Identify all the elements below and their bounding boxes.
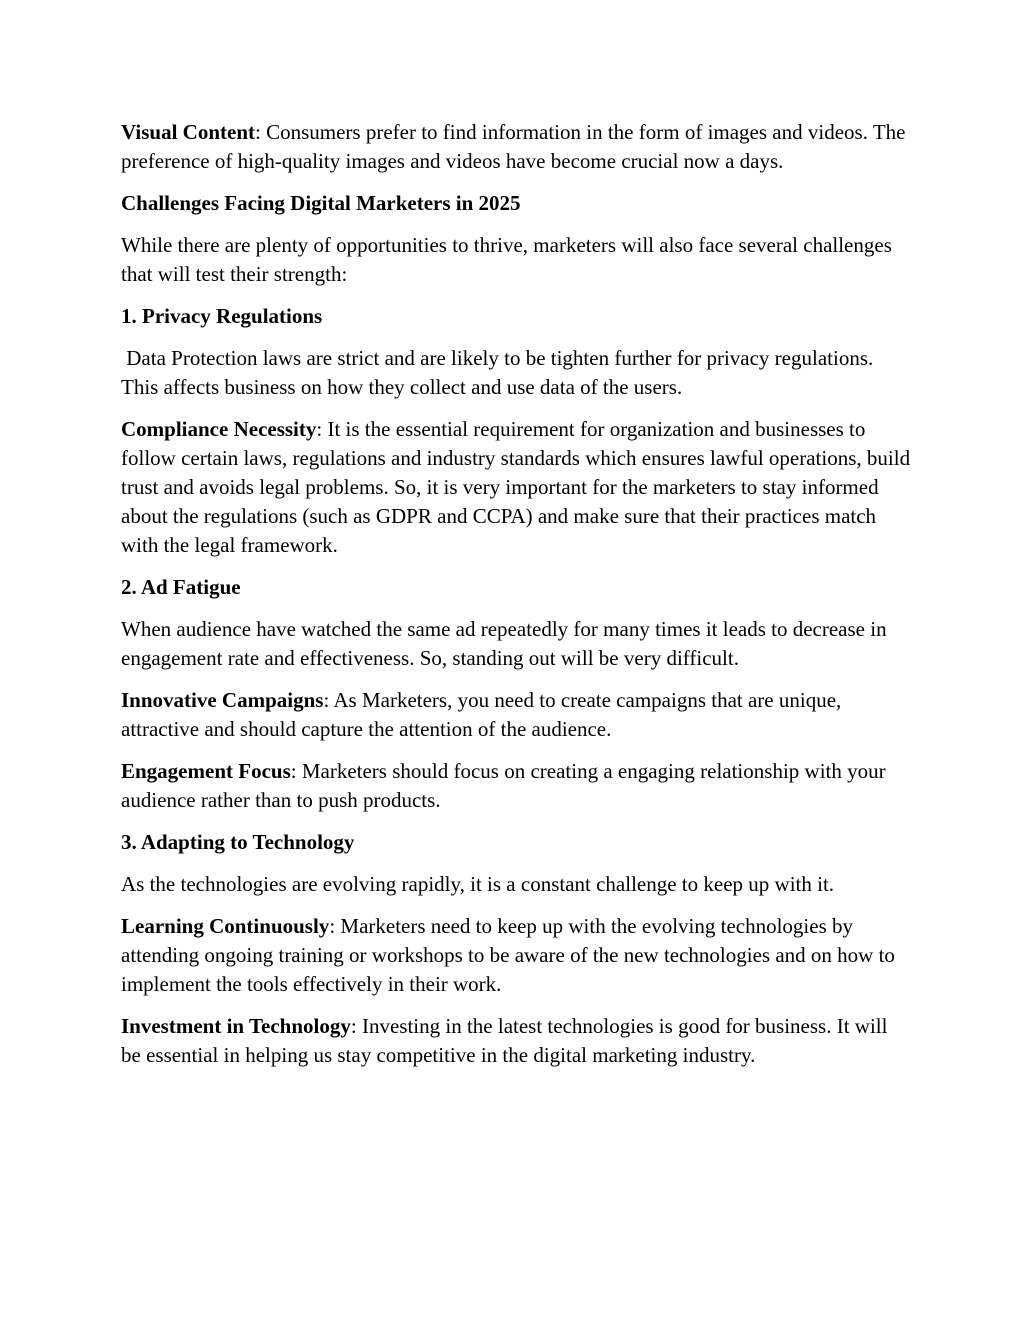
term-engagement-focus: Engagement Focus xyxy=(121,759,291,783)
paragraph-text: : It is the essential requirement for organization and businesses to follow certain laws, regulations and industry standards which ensures lawful operations, build trust and avoids legal problems. So, it is very important for the marketers to stay informed about the regulations (such as GDPR and CCPA) and make sure that their practices match with the legal framework. xyxy=(121,417,911,557)
term-compliance-necessity: Compliance Necessity xyxy=(121,417,317,441)
paragraph-intro: While there are plenty of opportunities to thrive, marketers will also face several challenges that will test their strength: xyxy=(121,233,892,286)
paragraph-ad-fatigue: When audience have watched the same ad repeatedly for many times it leads to decrease in engagement rate and effectiveness. So, standing out will be very difficult. xyxy=(121,617,887,670)
paragraph-compliance-necessity xyxy=(121,415,911,560)
section-heading-challenges: Challenges Facing Digital Marketers in 2025 xyxy=(121,191,521,215)
paragraph-learning-continuously xyxy=(121,912,911,999)
term-visual-content: Visual Content xyxy=(121,120,255,144)
document-page xyxy=(121,118,911,1083)
paragraph-text: : Consumers prefer to find information in the form of images and videos. The preference of high-quality images and videos have become crucial now a days. xyxy=(121,120,906,173)
paragraph-text: : Marketers need to keep up with the evolving technologies by attending ongoing training or workshops to be aware of the new technologies and on how to implement the tools effectively in their work. xyxy=(121,914,895,996)
subheading-ad-fatigue: 2. Ad Fatigue xyxy=(121,575,241,599)
subheading-privacy-regulations: 1. Privacy Regulations xyxy=(121,304,323,328)
term-investment-in-technology: Investment in Technology xyxy=(121,1014,351,1038)
paragraph-innovative-campaigns xyxy=(121,686,911,744)
paragraph-technology-evolving: As the technologies are evolving rapidly, it is a constant challenge to keep up with it. xyxy=(121,872,835,896)
term-learning-continuously: Learning Continuously xyxy=(121,914,330,938)
paragraph-data-protection: Data Protection laws are strict and are likely to be tighten further for privacy regulations. This affects business on how they collect and use data of the users. xyxy=(121,346,879,399)
paragraph-engagement-focus xyxy=(121,757,911,815)
paragraph-text: : Investing in the latest technologies is good for business. It will be essential in helping us stay competitive in the digital marketing industry. xyxy=(121,1014,888,1067)
paragraph-text: : Marketers should focus on creating a engaging relationship with your audience rather than to push products. xyxy=(121,759,886,812)
paragraph-investment-in-technology xyxy=(121,1012,911,1070)
subheading-adapting-to-technology: 3. Adapting to Technology xyxy=(121,830,355,854)
term-innovative-campaigns: Innovative Campaigns xyxy=(121,688,324,712)
paragraph-text: : As Marketers, you need to create campaigns that are unique, attractive and should capture the attention of the audience. xyxy=(121,688,842,741)
paragraph-visual-content xyxy=(121,118,911,176)
